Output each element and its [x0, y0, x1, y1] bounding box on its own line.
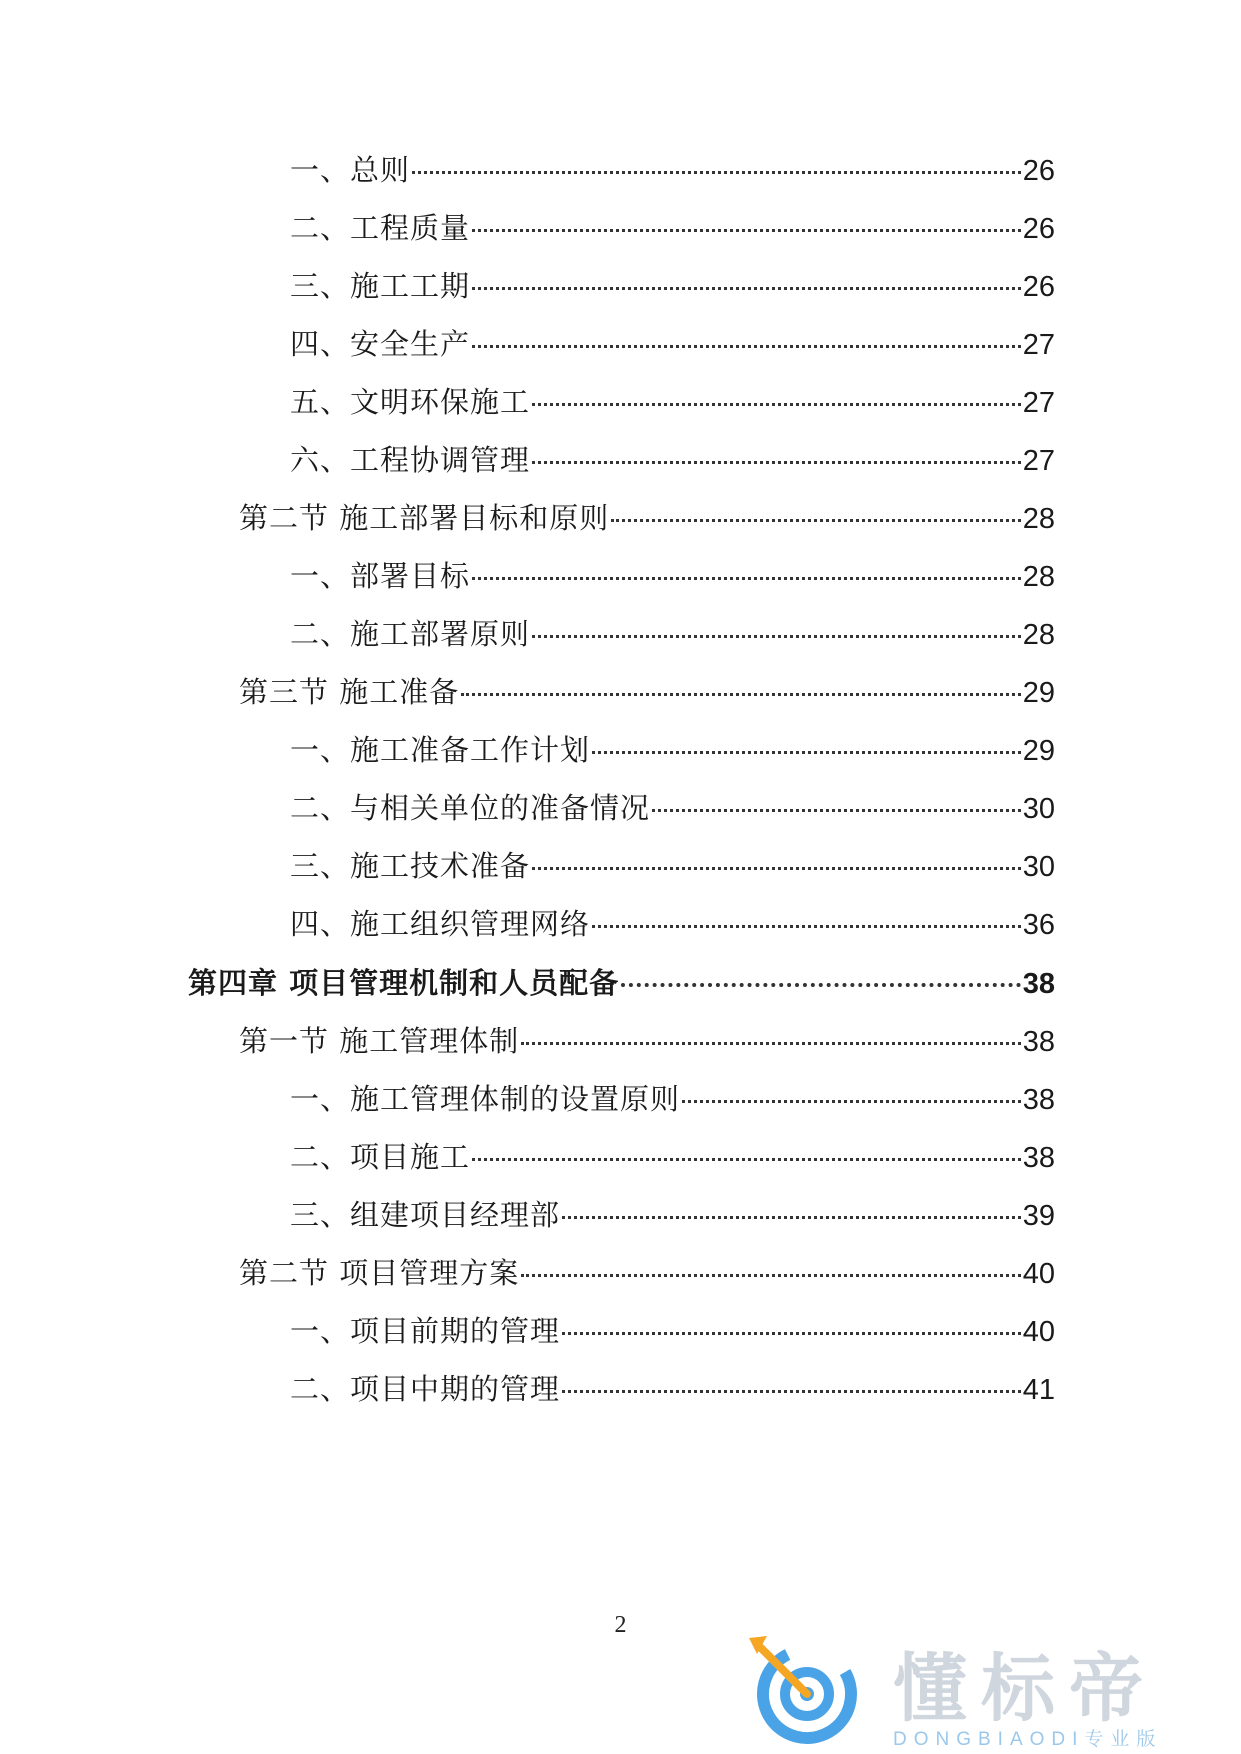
toc-entry-page: 28: [1022, 619, 1055, 651]
toc-entry[interactable]: [290, 730, 1055, 771]
toc-entry[interactable]: [290, 1311, 1055, 1352]
toc-entry[interactable]: [239, 1253, 1055, 1294]
dot-leader: [472, 577, 1021, 580]
toc-entry[interactable]: [290, 382, 1055, 423]
dot-leader: [412, 171, 1021, 174]
dot-leader: [472, 287, 1021, 290]
toc-entry-page: 28: [1022, 561, 1055, 593]
toc-entry-title: 六、工程协调管理: [290, 443, 531, 477]
toc-chapter-entry[interactable]: [188, 963, 1055, 1004]
toc-entry[interactable]: [290, 614, 1055, 655]
toc-entry[interactable]: [290, 150, 1055, 191]
page-number: 2: [614, 1612, 627, 1638]
toc-entry[interactable]: [290, 208, 1055, 249]
dot-leader: [562, 1390, 1021, 1393]
watermark-brand: 懂标帝: [893, 1646, 1157, 1732]
dot-leader: [562, 1216, 1021, 1219]
dot-leader: [532, 867, 1021, 870]
toc-entry-title: 第一节 施工管理体制: [239, 1024, 520, 1058]
toc-entry-title: 四、安全生产: [290, 327, 471, 361]
toc-entry[interactable]: [290, 1195, 1055, 1236]
toc-entry-page: 30: [1022, 793, 1055, 825]
toc-entry[interactable]: [290, 1137, 1055, 1178]
toc-entry-title: 三、组建项目经理部: [290, 1198, 561, 1232]
toc-entry-title: 二、项目中期的管理: [290, 1372, 561, 1406]
toc-entry[interactable]: [239, 498, 1055, 539]
toc-entry-title: 二、项目施工: [290, 1140, 471, 1174]
toc-entry-page: 38: [1022, 1026, 1055, 1058]
toc-entry[interactable]: [290, 324, 1055, 365]
dot-leader: [592, 751, 1021, 754]
toc-entry-page: 40: [1022, 1258, 1055, 1290]
toc-entry-page: 27: [1022, 445, 1055, 477]
dot-leader: [621, 983, 1021, 987]
toc-entry-title: 一、施工管理体制的设置原则: [290, 1082, 681, 1116]
dot-leader: [472, 1158, 1021, 1161]
toc-entry-page: 27: [1022, 387, 1055, 419]
toc-entry-title: 二、与相关单位的准备情况: [290, 791, 651, 825]
toc-entry-title: 三、施工技术准备: [290, 849, 531, 883]
toc-entry[interactable]: [290, 556, 1055, 597]
toc-entry-page: 29: [1022, 735, 1055, 767]
dot-leader: [652, 809, 1021, 812]
toc-entry-title: 四、施工组织管理网络: [290, 907, 591, 941]
toc-entry-page: 41: [1022, 1374, 1055, 1406]
toc-entry-page: 36: [1022, 909, 1055, 941]
toc-entry-title: 五、文明环保施工: [290, 385, 531, 419]
toc-entry-page: 28: [1022, 503, 1055, 535]
target-logo-icon: [745, 1628, 885, 1754]
toc-entry-title: 二、施工部署原则: [290, 617, 531, 651]
dot-leader: [521, 1042, 1021, 1045]
toc-entry-title: 一、部署目标: [290, 559, 471, 593]
toc-entry-page: 40: [1022, 1316, 1055, 1348]
dot-leader: [461, 693, 1021, 696]
toc-entry-title: 二、工程质量: [290, 211, 471, 245]
toc-entry[interactable]: [290, 904, 1055, 945]
toc-entry[interactable]: [290, 266, 1055, 307]
dot-leader: [682, 1100, 1021, 1103]
toc-entry[interactable]: [290, 1369, 1055, 1410]
toc-entry-page: 26: [1022, 155, 1055, 187]
toc-entry[interactable]: [290, 846, 1055, 887]
toc-entry-title: 第三节 施工准备: [239, 675, 460, 709]
toc-entry[interactable]: [290, 440, 1055, 481]
toc-entry-title: 三、施工工期: [290, 269, 471, 303]
watermark-subtitle: DONGBIAODI专业版: [893, 1729, 1163, 1750]
dot-leader: [611, 519, 1021, 522]
toc-entry-title: 一、施工准备工作计划: [290, 733, 591, 767]
dot-leader: [472, 345, 1021, 348]
toc-entry-title: 第二节 项目管理方案: [239, 1256, 520, 1290]
dot-leader: [532, 635, 1021, 638]
dot-leader: [532, 403, 1021, 406]
dot-leader: [592, 925, 1021, 928]
toc-entry-page: 38: [1022, 1142, 1055, 1174]
toc-entry-page: 29: [1022, 677, 1055, 709]
toc-entry-page: 30: [1022, 851, 1055, 883]
toc-entry-page: 26: [1022, 271, 1055, 303]
watermark: [745, 1628, 1225, 1748]
toc-entry[interactable]: [290, 788, 1055, 829]
toc-entry-title: 第四章 项目管理机制和人员配备: [188, 966, 620, 1000]
dot-leader: [521, 1274, 1021, 1277]
toc-entry[interactable]: [239, 672, 1055, 713]
toc-entry-title: 一、项目前期的管理: [290, 1314, 561, 1348]
toc-entry-title: 第二节 施工部署目标和原则: [239, 501, 610, 535]
toc-entry-page: 39: [1022, 1200, 1055, 1232]
toc-entry-page: 27: [1022, 329, 1055, 361]
dot-leader: [532, 461, 1021, 464]
toc-entry-page: 26: [1022, 213, 1055, 245]
toc-entry-title: 一、总则: [290, 153, 411, 187]
toc-entry-page: 38: [1022, 968, 1055, 1000]
dot-leader: [562, 1332, 1021, 1335]
dot-leader: [472, 229, 1021, 232]
toc-entry-page: 38: [1022, 1084, 1055, 1116]
toc-entry[interactable]: [239, 1021, 1055, 1062]
toc-entry[interactable]: [290, 1079, 1055, 1120]
